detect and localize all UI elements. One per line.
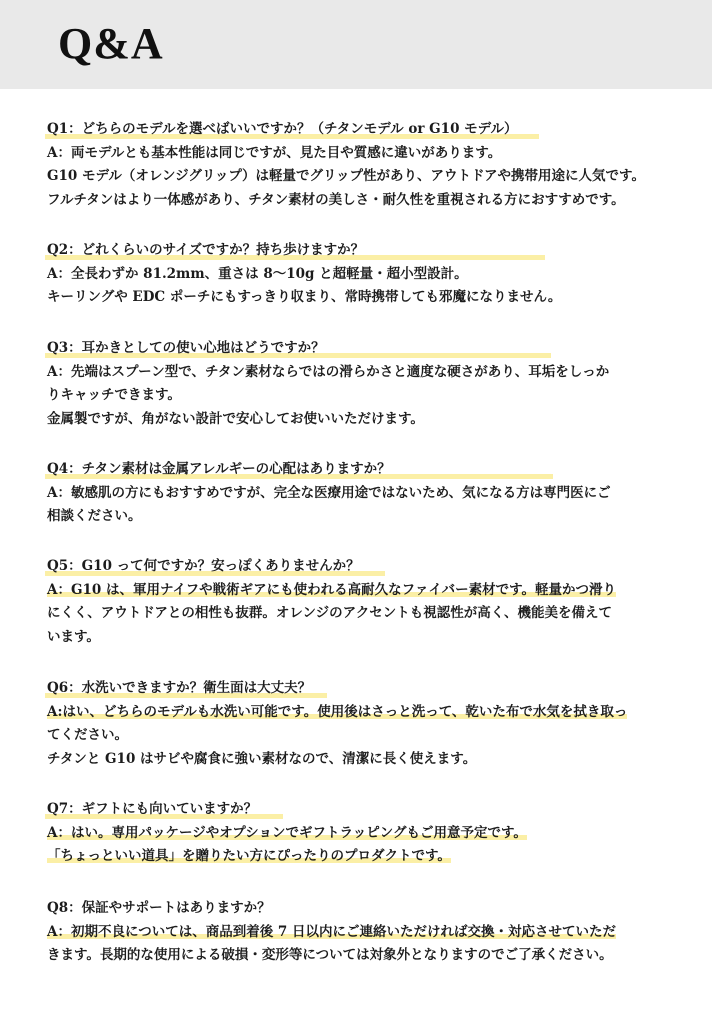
faq-answer-line: キーリングや EDC ポーチにもすっきり収まり、常時携帯しても邪魔になりません。 [47, 289, 562, 305]
faq-item-4 [47, 458, 677, 529]
faq-answer-line: A：敏感肌の方にもおすすめですが、完全な医療用途ではないため、気になる方は専門医にご [47, 484, 611, 501]
faq-answer-highlight: A：はい。専用パッケージやオプションでギフトラッピングもご用意予定です。 [47, 824, 527, 841]
page-header [0, 0, 712, 89]
faq-answer-line: G10 モデル（オレンジグリップ）は軽量でグリップ性があり、アウトドアや携帯用途に人気です。 [47, 168, 645, 184]
faq-answer-line: 金属製ですが、角がない設計で安心してお使いいただけます。 [47, 410, 424, 427]
faq-question: Q7：ギフトにも向いていますか？ [47, 798, 677, 822]
faq-question: Q6：水洗いできますか？衛生面は大丈夫？ [47, 677, 677, 701]
faq-question: Q4：チタン素材は金属アレルギーの心配はありますか？ [47, 458, 677, 482]
faq-item-8 [47, 897, 677, 968]
faq-question: Q3：耳かきとしての使い心地はどうですか？ [47, 337, 677, 361]
faq-answer-line: りキャッチできます。 [47, 387, 181, 403]
faq-answer-line: にくく、アウトドアとの相性も抜群。オレンジのアクセントも視認性が高く、機能美を備えて [47, 605, 612, 621]
faq-answer-line [47, 701, 677, 725]
faq-answer-highlight: A：初期不良については、商品到着後 7 日以内にご連絡いただければ交換・対応させていただ [47, 923, 616, 940]
faq-answer-highlight: A:はい、どちらのモデルも水洗い可能です。使用後はさっと洗って、乾いた布で水気を拭き取っ [47, 703, 628, 720]
faq-item-6 [47, 677, 677, 771]
faq-answer-highlight: 「ちょっといい道具」を贈りたい方にぴったりのプロダクトです。 [47, 848, 451, 864]
faq-question: Q8：保証やサポートはありますか？ [47, 897, 677, 921]
faq-question: Q2：どれくらいのサイズですか？持ち歩けますか？ [47, 239, 677, 263]
faq-answer-line: 相談ください。 [47, 508, 142, 524]
faq-answer-highlight: A：G10 は、軍用ナイフや戦術ギアにも使われる高耐久なファイバー素材です。軽量かつ滑り [47, 581, 617, 598]
faq-answer-line: います。 [47, 628, 100, 645]
faq-answer-line: てください。 [47, 727, 128, 743]
faq-answer-line: チタンと G10 はサビや腐食に強い素材なので、清潔に長く使えます。 [47, 750, 477, 767]
faq-answer-line: フルチタンはより一体感があり、チタン素材の美しさ・耐久性を重視される方におすすめです。 [47, 191, 625, 208]
faq-answer-line [47, 921, 677, 945]
page-title: Q&A [58, 19, 164, 68]
faq-answer-line: A：全長わずか 81.2mm、重さは 8〜10g と超軽量・超小型設計。 [47, 265, 468, 282]
faq-item-3 [47, 337, 677, 431]
faq-item-2 [47, 239, 677, 310]
faq-question: Q1：どちらのモデルを選べばいいですか？（チタンモデル or G10 モデル） [47, 118, 677, 142]
faq-item-7 [47, 798, 677, 869]
faq-answer-line [47, 579, 677, 603]
faq-answer-line: A：両モデルとも基本性能は同じですが、見た目や質感に違いがあります。 [47, 144, 502, 161]
faq-item-5 [47, 555, 677, 649]
faq-question: Q5：G10 って何ですか？安っぽくありませんか？ [47, 555, 677, 579]
faq-item-1 [47, 118, 677, 212]
faq-answer-line [47, 845, 677, 869]
faq-answer-line [47, 822, 677, 846]
faq-answer-line: きます。長期的な使用による破損・変形等については対象外となりますのでご了承ください。 [47, 947, 613, 963]
faq-answer-line: A：先端はスプーン型で、チタン素材ならではの滑らかさと適度な硬さがあり、耳垢をしっか [47, 363, 610, 380]
